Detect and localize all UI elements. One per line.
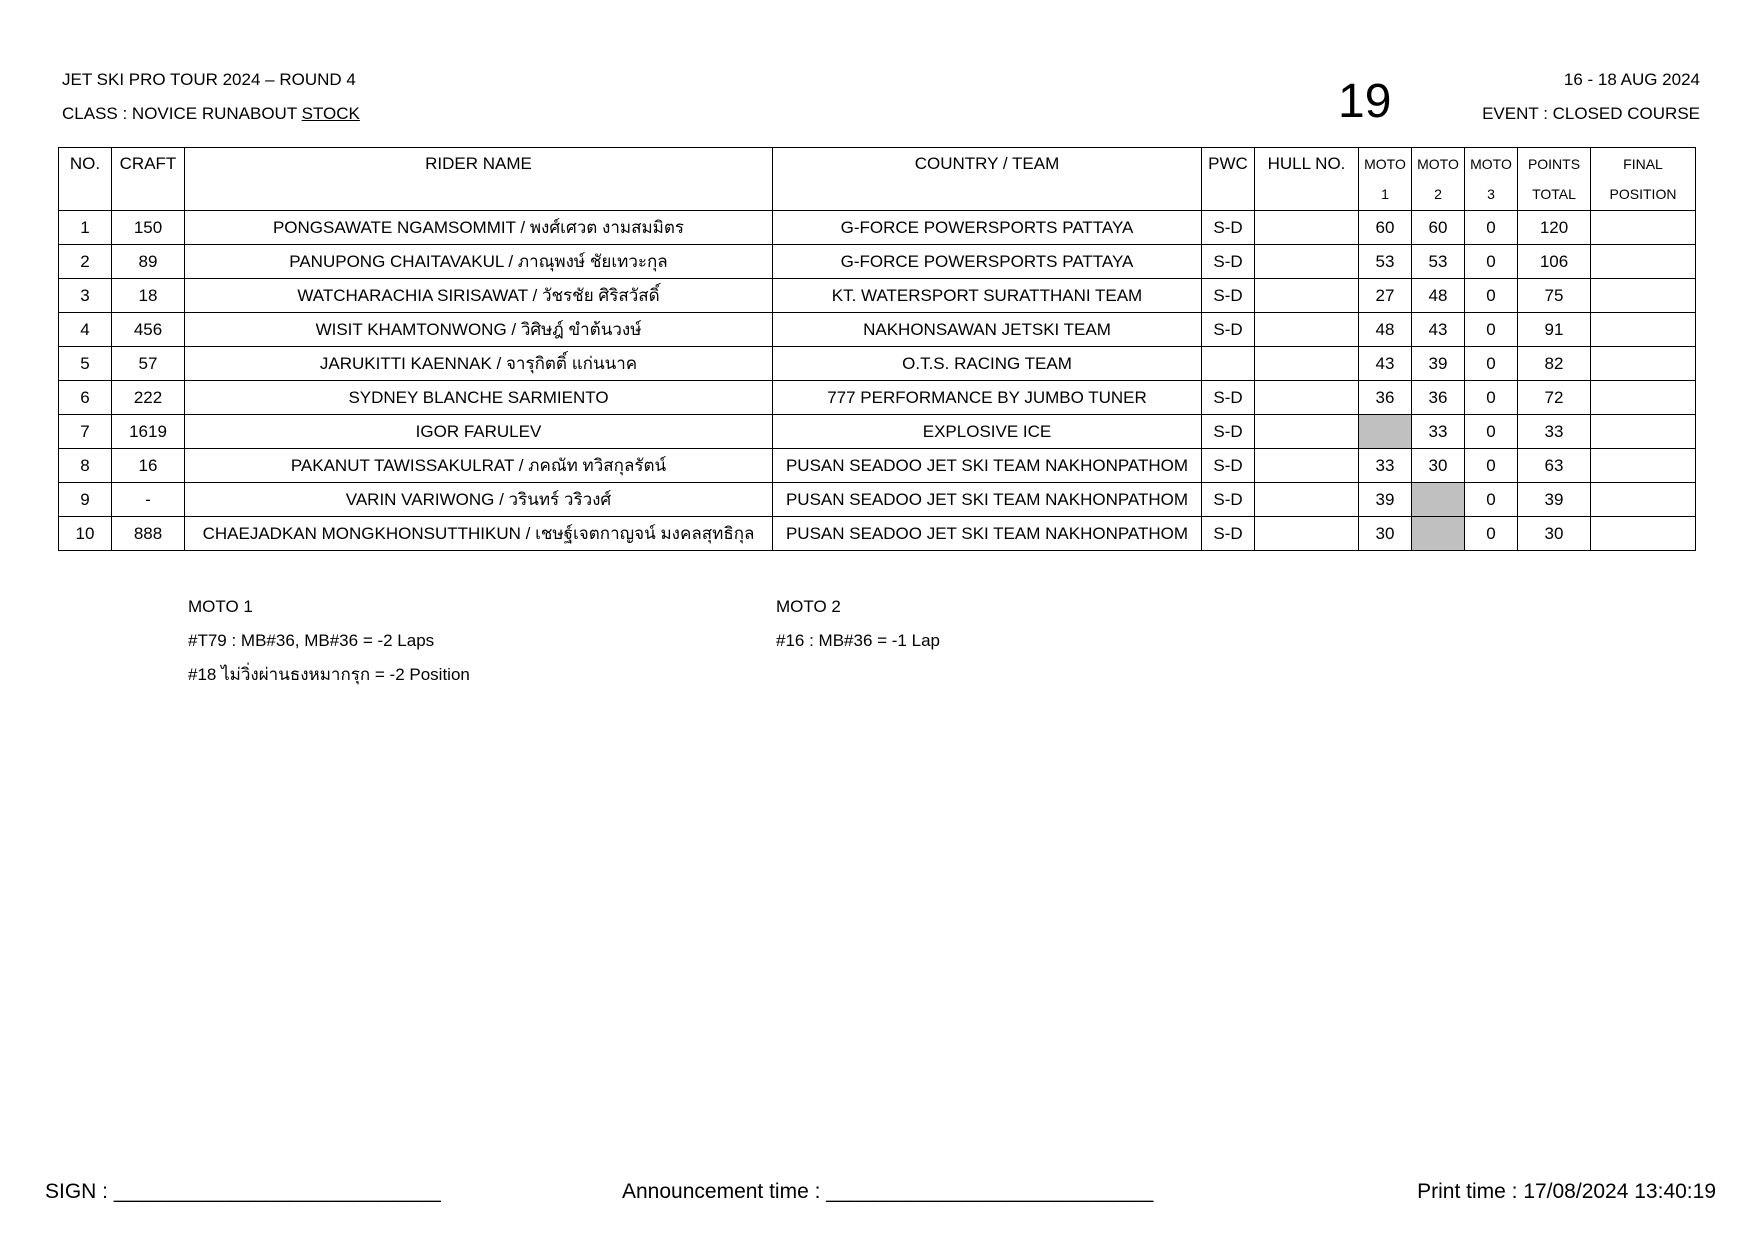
cell-hull (1255, 381, 1359, 415)
cell-hull (1255, 415, 1359, 449)
cell-total: 33 (1518, 415, 1591, 449)
cell-total: 63 (1518, 449, 1591, 483)
table-row (59, 313, 1696, 347)
cell-no: 10 (59, 517, 112, 551)
cell-moto3: 0 (1465, 483, 1518, 517)
cell-final (1591, 415, 1696, 449)
cell-rider: WATCHARACHIA SIRISAWAT / วัชรชัย ศิริสวัสดิ์ (185, 279, 773, 313)
cell-craft: 888 (112, 517, 185, 551)
cell-team: O.T.S. RACING TEAM (773, 347, 1202, 381)
cell-pwc: S-D (1202, 483, 1255, 517)
cell-moto2: 33 (1412, 415, 1465, 449)
cell-moto2-shaded (1412, 517, 1465, 551)
results-table (58, 147, 1696, 551)
cell-moto1: 60 (1359, 211, 1412, 245)
cell-pwc: S-D (1202, 415, 1255, 449)
table-row (59, 483, 1696, 517)
print-time: Print time : 17/08/2024 13:40:19 (1417, 1180, 1716, 1203)
cell-craft: 18 (112, 279, 185, 313)
table-row (59, 381, 1696, 415)
cell-moto3: 0 (1465, 347, 1518, 381)
header-final-a: FINAL (1623, 156, 1663, 172)
cell-hull (1255, 313, 1359, 347)
cell-craft: 150 (112, 211, 185, 245)
event-dates: 16 - 18 AUG 2024 (1563, 70, 1700, 89)
heat-number: 19 (1338, 75, 1392, 128)
cell-hull (1255, 449, 1359, 483)
cell-no: 4 (59, 313, 112, 347)
cell-pwc: S-D (1202, 211, 1255, 245)
cell-moto2: 53 (1412, 245, 1465, 279)
cell-team: PUSAN SEADOO JET SKI TEAM NAKHONPATHOM (773, 517, 1202, 551)
cell-team: G-FORCE POWERSPORTS PATTAYA (773, 245, 1202, 279)
cell-no: 5 (59, 347, 112, 381)
header-pwc: PWC (1202, 148, 1255, 211)
cell-total: 120 (1518, 211, 1591, 245)
cell-hull (1255, 211, 1359, 245)
cell-moto2: 60 (1412, 211, 1465, 245)
cell-pwc: S-D (1202, 449, 1255, 483)
table-row (59, 279, 1696, 313)
results-body (59, 211, 1696, 551)
header-final-position (1591, 148, 1696, 211)
cell-pwc: S-D (1202, 381, 1255, 415)
cell-craft: 16 (112, 449, 185, 483)
moto1-note: #18 ไม่วิ่งผ่านธงหมากรุก = -2 Position (188, 665, 470, 684)
cell-hull (1255, 483, 1359, 517)
header-moto1-b: 1 (1381, 186, 1389, 202)
cell-final (1591, 211, 1696, 245)
cell-team: NAKHONSAWAN JETSKI TEAM (773, 313, 1202, 347)
cell-moto3: 0 (1465, 313, 1518, 347)
announcement-time: Announcement time : ____________________________ (622, 1180, 1154, 1203)
header-moto1 (1359, 148, 1412, 211)
cell-total: 106 (1518, 245, 1591, 279)
cell-no: 2 (59, 245, 112, 279)
cell-team: 777 PERFORMANCE BY JUMBO TUNER (773, 381, 1202, 415)
cell-rider: CHAEJADKAN MONGKHONSUTTHIKUN / เชษฐ์เจตกาญจน์ มงคลสุทธิกุล (185, 517, 773, 551)
cell-moto2: 36 (1412, 381, 1465, 415)
cell-moto3: 0 (1465, 211, 1518, 245)
moto1-notes (188, 590, 470, 692)
cell-craft: 89 (112, 245, 185, 279)
cell-moto2-shaded (1412, 483, 1465, 517)
header-craft: CRAFT (112, 148, 185, 211)
moto1-note: #T79 : MB#36, MB#36 = -2 Laps (188, 631, 435, 650)
cell-team: EXPLOSIVE ICE (773, 415, 1202, 449)
cell-rider: SYDNEY BLANCHE SARMIENTO (185, 381, 773, 415)
table-row (59, 415, 1696, 449)
cell-no: 6 (59, 381, 112, 415)
cell-moto1-shaded (1359, 415, 1412, 449)
cell-hull (1255, 245, 1359, 279)
cell-total: 72 (1518, 381, 1591, 415)
cell-team: PUSAN SEADOO JET SKI TEAM NAKHONPATHOM (773, 483, 1202, 517)
cell-final (1591, 517, 1696, 551)
table-row (59, 245, 1696, 279)
cell-rider: JARUKITTI KAENNAK / จารุกิตติ์ แก่นนาค (185, 347, 773, 381)
header-moto2 (1412, 148, 1465, 211)
cell-final (1591, 245, 1696, 279)
cell-rider: PONGSAWATE NGAMSOMMIT / พงศ์เศวต งามสมมิตร (185, 211, 773, 245)
header-moto1-a: MOTO (1364, 156, 1406, 172)
cell-no: 8 (59, 449, 112, 483)
header-moto3-b: 3 (1487, 186, 1495, 202)
cell-moto2: 39 (1412, 347, 1465, 381)
moto2-notes-title: MOTO 2 (776, 597, 841, 616)
header-moto2-b: 2 (1434, 186, 1442, 202)
cell-moto3: 0 (1465, 245, 1518, 279)
cell-craft: 222 (112, 381, 185, 415)
cell-hull (1255, 279, 1359, 313)
cell-team: G-FORCE POWERSPORTS PATTAYA (773, 211, 1202, 245)
cell-moto3: 0 (1465, 381, 1518, 415)
header-rider-name: RIDER NAME (185, 148, 773, 211)
header-points-total (1518, 148, 1591, 211)
cell-moto2: 43 (1412, 313, 1465, 347)
cell-craft: 456 (112, 313, 185, 347)
cell-moto1: 27 (1359, 279, 1412, 313)
cell-no: 9 (59, 483, 112, 517)
header-no: NO. (59, 148, 112, 211)
cell-moto3: 0 (1465, 279, 1518, 313)
header-points-b: TOTAL (1532, 186, 1576, 202)
table-row (59, 517, 1696, 551)
header-moto3 (1465, 148, 1518, 211)
cell-no: 1 (59, 211, 112, 245)
cell-moto1: 36 (1359, 381, 1412, 415)
cell-team: KT. WATERSPORT SURATTHANI TEAM (773, 279, 1202, 313)
header-country-team: COUNTRY / TEAM (773, 148, 1202, 211)
cell-rider: WISIT KHAMTONWONG / วิศิษฎ์ ขำต้นวงษ์ (185, 313, 773, 347)
cell-final (1591, 483, 1696, 517)
class-prefix: CLASS : NOVICE RUNABOUT (62, 104, 302, 123)
cell-hull (1255, 517, 1359, 551)
header-points-a: POINTS (1527, 156, 1581, 172)
class-line (62, 104, 360, 124)
cell-final (1591, 449, 1696, 483)
cell-rider: VARIN VARIWONG / วรินทร์ วริวงศ์ (185, 483, 773, 517)
cell-final (1591, 381, 1696, 415)
cell-moto1: 53 (1359, 245, 1412, 279)
cell-total: 75 (1518, 279, 1591, 313)
cell-rider: PAKANUT TAWISSAKULRAT / ภคณัท ทวิสกุลรัตน์ (185, 449, 773, 483)
cell-pwc: S-D (1202, 279, 1255, 313)
cell-moto1: 33 (1359, 449, 1412, 483)
cell-rider: PANUPONG CHAITAVAKUL / ภาณุพงษ์ ชัยเทวะกุล (185, 245, 773, 279)
cell-pwc: S-D (1202, 313, 1255, 347)
cell-total: 82 (1518, 347, 1591, 381)
cell-moto3: 0 (1465, 415, 1518, 449)
cell-no: 7 (59, 415, 112, 449)
cell-craft: 57 (112, 347, 185, 381)
cell-pwc (1202, 347, 1255, 381)
sign-line: SIGN : ____________________________ (45, 1180, 441, 1203)
header-final-b: POSITION (1609, 186, 1677, 202)
cell-pwc: S-D (1202, 517, 1255, 551)
cell-craft: - (112, 483, 185, 517)
cell-hull (1255, 347, 1359, 381)
cell-final (1591, 313, 1696, 347)
header-hull-no: HULL NO. (1255, 148, 1359, 211)
cell-moto3: 0 (1465, 517, 1518, 551)
cell-no: 3 (59, 279, 112, 313)
cell-total: 39 (1518, 483, 1591, 517)
cell-moto3: 0 (1465, 449, 1518, 483)
moto2-notes (776, 590, 940, 658)
header-moto3-a: MOTO (1470, 156, 1512, 172)
cell-moto1: 39 (1359, 483, 1412, 517)
cell-craft: 1619 (112, 415, 185, 449)
cell-moto1: 48 (1359, 313, 1412, 347)
header-moto2-a: MOTO (1417, 156, 1459, 172)
cell-total: 30 (1518, 517, 1591, 551)
table-row (59, 449, 1696, 483)
moto2-note: #16 : MB#36 = -1 Lap (776, 631, 940, 650)
cell-moto2: 30 (1412, 449, 1465, 483)
cell-total: 91 (1518, 313, 1591, 347)
event-type: EVENT : CLOSED COURSE (1482, 104, 1700, 123)
cell-final (1591, 347, 1696, 381)
cell-final (1591, 279, 1696, 313)
cell-moto2: 48 (1412, 279, 1465, 313)
event-title: JET SKI PRO TOUR 2024 – ROUND 4 (62, 70, 356, 89)
cell-moto1: 43 (1359, 347, 1412, 381)
cell-pwc: S-D (1202, 245, 1255, 279)
table-row (59, 347, 1696, 381)
cell-rider: IGOR FARULEV (185, 415, 773, 449)
class-stock: STOCK (301, 104, 360, 123)
moto1-notes-title: MOTO 1 (188, 597, 253, 616)
table-row (59, 211, 1696, 245)
cell-team: PUSAN SEADOO JET SKI TEAM NAKHONPATHOM (773, 449, 1202, 483)
cell-moto1: 30 (1359, 517, 1412, 551)
